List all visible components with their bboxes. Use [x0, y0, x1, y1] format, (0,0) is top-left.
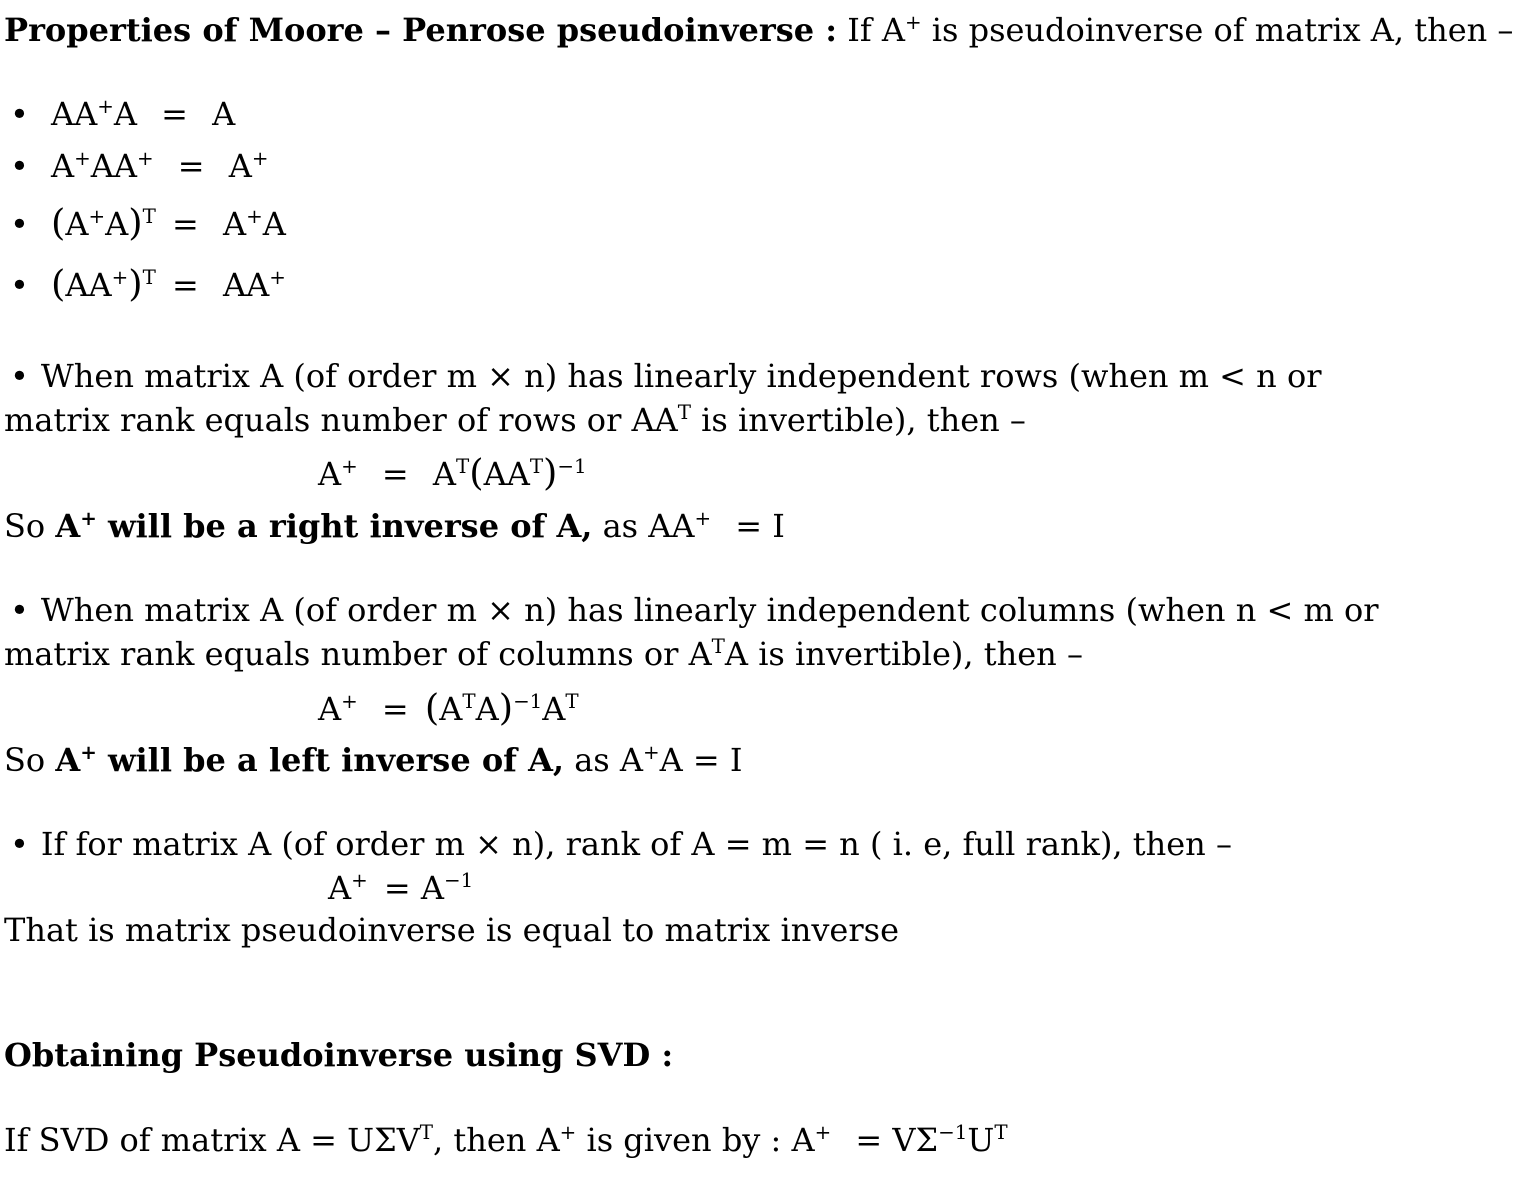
property-3: [10, 201, 286, 244]
svd-formula-line: [4, 1121, 1008, 1159]
property-4-open-paren: (: [51, 262, 66, 305]
property-3-rhs-a: A: [223, 205, 247, 243]
cols-formula-tail: A: [542, 690, 566, 728]
full-rank-line1: [10, 825, 1232, 863]
cols-conclusion-bold-sup: +: [80, 740, 97, 765]
svd-text-b: , then A: [433, 1121, 560, 1159]
property-3-rhs-b: A: [262, 205, 286, 243]
cols-conclusion-bold-b: will be a left inverse of A,: [107, 741, 565, 779]
cols-conclusion-so: So: [4, 741, 46, 779]
rows-case-line2-b: is invertible), then –: [701, 401, 1026, 439]
property-2: [10, 147, 269, 185]
property-3-close-paren: ): [128, 201, 143, 244]
rows-case-line2-sup: T: [677, 401, 691, 425]
property-3-eq: =: [172, 205, 199, 243]
svd-text-c: is given by : A: [586, 1121, 815, 1159]
property-1-rhs: A: [212, 95, 236, 133]
property-3-inner-b: A: [105, 205, 129, 243]
svd-text-e-sup: T: [994, 1121, 1008, 1145]
property-3-outer-sup: T: [142, 205, 156, 229]
bullet-icon: •: [10, 357, 29, 395]
heading-rest-prefix: If A: [847, 11, 905, 49]
cols-formula-eq: =: [381, 690, 409, 728]
cols-formula-inner-a: A: [439, 690, 463, 728]
property-1-eq: =: [161, 95, 188, 133]
rows-formula-a-sup: T: [456, 455, 470, 479]
full-rank-formula-eq: =: [383, 869, 411, 907]
rows-formula-inner-sup: T: [529, 455, 544, 479]
bullet-icon: •: [10, 147, 29, 185]
cols-formula-tail-sup: T: [565, 690, 579, 714]
cols-formula-lhs: A: [318, 690, 342, 728]
property-2-lhs-a: A: [51, 147, 75, 185]
cols-case-line1: [10, 591, 1379, 629]
cols-conclusion-end: A = I: [659, 741, 743, 779]
rows-formula-a: A: [432, 455, 456, 493]
svd-text-a: If SVD of matrix A = UΣV: [4, 1121, 420, 1159]
cols-formula-lhs-sup: +: [341, 690, 358, 714]
full-rank-formula-lhs-sup: +: [351, 869, 368, 893]
full-rank-line1-text: If for matrix A (of order m × n), rank of A = m = n ( i. e, full rank), then –: [40, 825, 1232, 863]
bullet-icon: •: [10, 95, 29, 133]
svd-text-c-sup: +: [814, 1121, 832, 1145]
bullet-icon: •: [10, 825, 29, 863]
rows-conclusion-as: as AA: [602, 507, 695, 545]
cols-case-line2: [4, 635, 1083, 673]
full-rank-formula-rhs-sup: −1: [444, 869, 474, 893]
property-1: [10, 95, 236, 133]
cols-formula-close-paren: ): [498, 686, 514, 729]
bullet-icon: •: [10, 591, 29, 629]
full-rank-formula: [328, 869, 474, 907]
rows-case-line1: [10, 357, 1322, 395]
cols-formula-outer-sup: −1: [513, 690, 543, 714]
cols-conclusion-as: as A: [574, 741, 643, 779]
rows-formula-close-paren: ): [543, 451, 558, 494]
rows-conclusion-bold-sup: +: [80, 506, 97, 531]
property-3-open-paren: (: [51, 201, 66, 244]
svd-text-d-sup: −1: [938, 1121, 968, 1145]
property-4-rhs-a: AA: [223, 266, 270, 304]
heading-rest-sup: +: [904, 11, 922, 35]
property-4: [10, 262, 286, 305]
cols-formula-inner-b: A: [475, 690, 499, 728]
cols-conclusion-bold: [55, 741, 564, 779]
full-rank-formula-rhs: A: [420, 869, 444, 907]
cols-conclusion-as-sup: +: [642, 741, 660, 765]
rows-conclusion-so: So: [4, 507, 46, 545]
cols-case-line2-a: matrix rank equals number of columns or A: [4, 635, 712, 673]
property-1-lhs-b: A: [113, 95, 137, 133]
cols-case-formula: [318, 686, 579, 729]
cols-case-conclusion: [4, 740, 743, 779]
property-3-inner-a-sup: +: [88, 205, 106, 229]
property-4-rhs-a-sup: +: [269, 266, 286, 290]
property-2-eq: =: [177, 147, 205, 185]
svd-text-e: U: [967, 1121, 995, 1159]
rows-formula-open-paren: (: [469, 451, 484, 494]
cols-case-line1-text: When matrix A (of order m × n) has linearly independent columns (when n < m or: [40, 591, 1379, 629]
cols-conclusion-bold-a: A: [55, 741, 81, 779]
cols-formula-open-paren: (: [424, 686, 440, 729]
property-4-eq: =: [172, 266, 199, 304]
property-1-lhs-a-sup: +: [97, 95, 114, 119]
bullet-icon: •: [10, 266, 29, 304]
rows-conclusion-bold-a: A: [55, 507, 81, 545]
property-4-inner-a: AA: [65, 266, 112, 304]
svd-text-a-sup: T: [419, 1121, 434, 1145]
rows-formula-inner: AA: [483, 455, 530, 493]
property-3-inner-a: A: [65, 205, 89, 243]
full-rank-conclusion: That is matrix pseudoinverse is equal to matrix inverse: [4, 911, 899, 949]
property-2-rhs-sup: +: [251, 147, 269, 171]
bullet-icon: •: [10, 205, 29, 243]
rows-conclusion-as-sup: +: [694, 507, 712, 531]
rows-case-line2-a: matrix rank equals number of rows or AA: [4, 401, 678, 439]
rows-formula-lhs: A: [318, 455, 342, 493]
svd-title: Obtaining Pseudoinverse using SVD :: [4, 1036, 674, 1074]
svd-text-d: = VΣ: [855, 1121, 939, 1159]
rows-formula-eq: =: [381, 455, 409, 493]
cols-case-line2-b: A is invertible), then –: [724, 635, 1083, 673]
property-2-lhs-a-sup: +: [74, 147, 91, 171]
page-heading: [4, 11, 1513, 49]
property-2-lhs-b: AA: [90, 147, 137, 185]
rows-case-line2: [4, 401, 1026, 439]
property-4-close-paren: ): [128, 262, 143, 305]
heading-title: Properties of Moore – Penrose pseudoinverse :: [4, 11, 838, 49]
property-4-inner-a-sup: +: [111, 266, 129, 290]
heading-rest-suffix: is pseudoinverse of matrix A, then –: [931, 11, 1513, 49]
property-4-outer-sup: T: [142, 266, 156, 290]
rows-formula-outer-sup: −1: [557, 455, 587, 479]
property-3-rhs-a-sup: +: [246, 205, 263, 229]
cols-case-line2-sup: T: [711, 635, 725, 659]
rows-case-line1-text: When matrix A (of order m × n) has linearly independent rows (when m < n or: [40, 357, 1322, 395]
full-rank-formula-lhs: A: [328, 869, 352, 907]
rows-conclusion-bold: [55, 507, 592, 545]
property-2-rhs: A: [228, 147, 252, 185]
rows-case-formula: [318, 451, 587, 494]
rows-formula-lhs-sup: +: [341, 455, 358, 479]
cols-formula-inner-sup: T: [462, 690, 476, 714]
rows-conclusion-end: = I: [735, 507, 785, 545]
property-1-lhs-a: AA: [51, 95, 98, 133]
rows-conclusion-bold-b: will be a right inverse of A,: [107, 507, 593, 545]
rows-case-conclusion: [4, 506, 785, 545]
property-2-lhs-b-sup: +: [137, 147, 154, 171]
svd-text-b-sup: +: [559, 1121, 577, 1145]
